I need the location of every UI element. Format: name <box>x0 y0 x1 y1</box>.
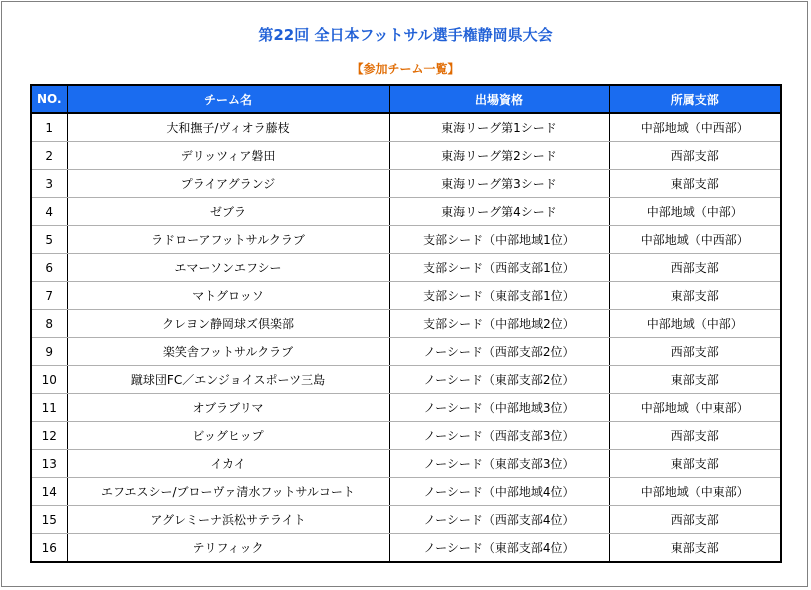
cell-qualification: 東海リーグ第2シード <box>389 142 609 170</box>
table-row <box>31 142 781 170</box>
cell-qualification: 東海リーグ第4シード <box>389 198 609 226</box>
cell-team-name: 楽笑舎フットサルクラブ <box>67 338 389 366</box>
column-header-branch: 所属支部 <box>609 85 781 113</box>
page-title: 第22回 全日本フットサル選手権静岡県大会 <box>258 26 553 44</box>
cell-branch: 中部地域（中東部） <box>609 394 781 422</box>
cell-no: 14 <box>31 478 67 506</box>
cell-qualification: 東海リーグ第3シード <box>389 170 609 198</box>
cell-branch: 東部支部 <box>609 170 781 198</box>
cell-qualification: ノーシード（西部支部3位） <box>389 422 609 450</box>
table-row <box>31 534 781 563</box>
cell-team-name: テリフィック <box>67 534 389 563</box>
cell-no: 12 <box>31 422 67 450</box>
table-row <box>31 282 781 310</box>
cell-branch: 中部地域（中部） <box>609 310 781 338</box>
cell-no: 15 <box>31 506 67 534</box>
cell-team-name: 大和撫子/ヴィオラ藤枝 <box>67 113 389 142</box>
cell-qualification: 支部シード（中部地域2位） <box>389 310 609 338</box>
cell-branch: 東部支部 <box>609 282 781 310</box>
cell-team-name: ビッグヒップ <box>67 422 389 450</box>
cell-no: 2 <box>31 142 67 170</box>
cell-no: 8 <box>31 310 67 338</box>
cell-team-name: ゼブラ <box>67 198 389 226</box>
cell-qualification: ノーシード（東部支部4位） <box>389 534 609 563</box>
cell-team-name: マトグロッソ <box>67 282 389 310</box>
cell-qualification: 支部シード（中部地域1位） <box>389 226 609 254</box>
cell-qualification: ノーシード（中部地域3位） <box>389 394 609 422</box>
cell-qualification: ノーシード（東部支部2位） <box>389 366 609 394</box>
cell-team-name: 蹴球団FC／エンジョイスポーツ三島 <box>67 366 389 394</box>
cell-team-name: オブラブリマ <box>67 394 389 422</box>
table-row <box>31 506 781 534</box>
column-header-no: NO. <box>31 85 67 113</box>
cell-no: 6 <box>31 254 67 282</box>
cell-no: 1 <box>31 113 67 142</box>
cell-no: 5 <box>31 226 67 254</box>
cell-branch: 東部支部 <box>609 450 781 478</box>
cell-team-name: イカイ <box>67 450 389 478</box>
cell-no: 3 <box>31 170 67 198</box>
table-row <box>31 254 781 282</box>
column-header-team: チーム名 <box>67 85 389 113</box>
team-list-table <box>30 84 782 563</box>
cell-branch: 中部地域（中東部） <box>609 478 781 506</box>
table-row <box>31 450 781 478</box>
table-row <box>31 366 781 394</box>
cell-branch: 西部支部 <box>609 254 781 282</box>
cell-branch: 西部支部 <box>609 506 781 534</box>
cell-branch: 東部支部 <box>609 366 781 394</box>
cell-no: 13 <box>31 450 67 478</box>
table-row <box>31 170 781 198</box>
cell-qualification: 支部シード（東部支部1位） <box>389 282 609 310</box>
cell-team-name: エマーソンエフシー <box>67 254 389 282</box>
page-subtitle: 【参加チーム一覧】 <box>351 62 460 76</box>
cell-team-name: ラドローアフットサルクラブ <box>67 226 389 254</box>
cell-qualification: ノーシード（西部支部4位） <box>389 506 609 534</box>
table-row <box>31 338 781 366</box>
cell-no: 7 <box>31 282 67 310</box>
cell-branch: 西部支部 <box>609 142 781 170</box>
cell-branch: 西部支部 <box>609 338 781 366</box>
table-row <box>31 226 781 254</box>
cell-no: 16 <box>31 534 67 563</box>
table-row <box>31 113 781 142</box>
cell-qualification: ノーシード（東部支部3位） <box>389 450 609 478</box>
cell-branch: 中部地域（中部） <box>609 198 781 226</box>
cell-team-name: デリッツィア磐田 <box>67 142 389 170</box>
table-row <box>31 310 781 338</box>
cell-team-name: クレヨン静岡球ズ倶楽部 <box>67 310 389 338</box>
cell-branch: 中部地域（中西部） <box>609 113 781 142</box>
table-row <box>31 478 781 506</box>
column-header-qualification: 出場資格 <box>389 85 609 113</box>
table-header-row <box>31 85 781 113</box>
cell-qualification: ノーシード（中部地域4位） <box>389 478 609 506</box>
cell-qualification: 支部シード（西部支部1位） <box>389 254 609 282</box>
cell-no: 4 <box>31 198 67 226</box>
cell-branch: 西部支部 <box>609 422 781 450</box>
cell-no: 11 <box>31 394 67 422</box>
cell-qualification: 東海リーグ第1シード <box>389 113 609 142</box>
cell-no: 9 <box>31 338 67 366</box>
cell-team-name: プライアグランジ <box>67 170 389 198</box>
table-row <box>31 422 781 450</box>
table-row <box>31 198 781 226</box>
cell-branch: 東部支部 <box>609 534 781 563</box>
cell-no: 10 <box>31 366 67 394</box>
cell-team-name: アグレミーナ浜松サテライト <box>67 506 389 534</box>
cell-branch: 中部地域（中西部） <box>609 226 781 254</box>
table-row <box>31 394 781 422</box>
cell-qualification: ノーシード（西部支部2位） <box>389 338 609 366</box>
cell-team-name: エフエスシー/ブローヴァ清水フットサルコート <box>67 478 389 506</box>
